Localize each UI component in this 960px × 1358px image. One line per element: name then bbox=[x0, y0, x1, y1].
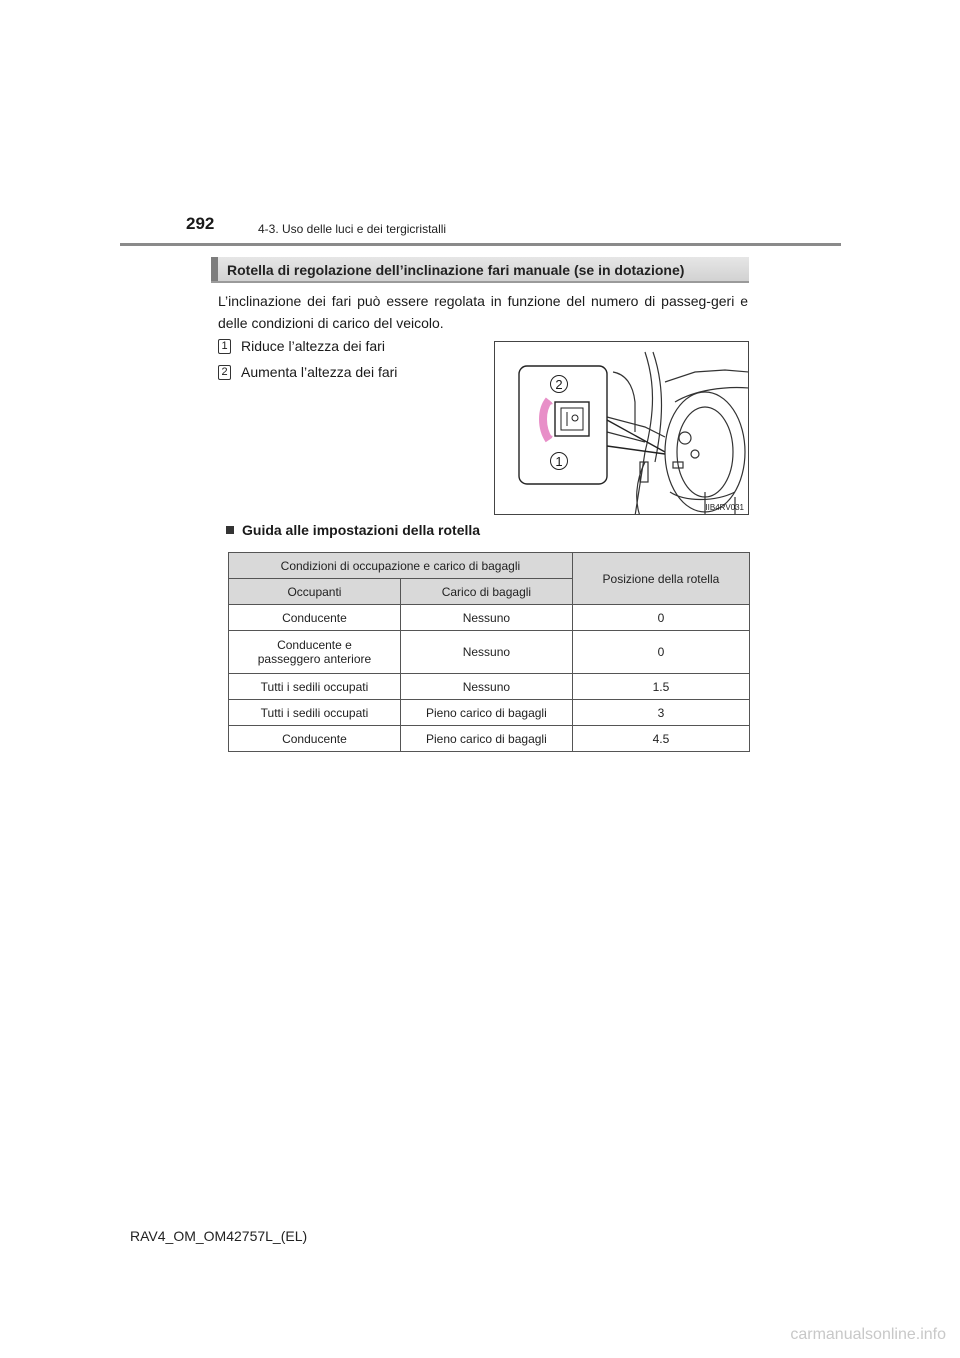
occupants-cell: Conducente bbox=[229, 726, 401, 752]
table-row bbox=[229, 674, 750, 700]
number-badge: 2 bbox=[218, 365, 231, 380]
intro-paragraph: L’inclinazione dei fari può essere regolata in funzione del numero di passeg-geri e delle condizioni di carico del veicolo. bbox=[218, 293, 748, 331]
subheading-text: Guida alle impostazioni della rotella bbox=[242, 522, 481, 538]
occupants-cell: Tutti i sedili occupati bbox=[229, 700, 401, 726]
load-cell: Pieno carico di bagagli bbox=[400, 700, 572, 726]
table-row bbox=[229, 631, 750, 674]
watermark: carmanualsonline.info bbox=[790, 1326, 946, 1343]
headlight-dial-figure bbox=[494, 341, 749, 515]
settings-table bbox=[228, 552, 750, 752]
table-row bbox=[229, 700, 750, 726]
load-header: Carico di bagagli bbox=[400, 579, 572, 605]
list-item bbox=[218, 337, 385, 355]
position-cell: 4.5 bbox=[572, 726, 749, 752]
square-bullet-icon bbox=[226, 526, 234, 534]
list-item bbox=[218, 363, 397, 381]
table-row bbox=[229, 605, 750, 631]
page-number: 292 bbox=[186, 214, 215, 233]
group-header: Condizioni di occupazione e carico di bagagli bbox=[229, 553, 573, 579]
dashboard-lines bbox=[607, 352, 749, 515]
callout-number-2: 2 bbox=[550, 375, 568, 393]
footer-code: RAV4_OM_OM42757L_(EL) bbox=[130, 1228, 308, 1244]
list-item-label: Riduce l’altezza dei fari bbox=[241, 338, 385, 354]
occupants-cell: Conducente e passeggero anteriore bbox=[229, 631, 401, 674]
position-cell: 1.5 bbox=[572, 674, 749, 700]
table-header-row bbox=[229, 553, 750, 579]
list-item-label: Aumenta l’altezza dei fari bbox=[241, 364, 398, 380]
callout-number-1: 1 bbox=[550, 452, 568, 470]
position-cell: 0 bbox=[572, 631, 749, 674]
section-title-bar bbox=[211, 257, 218, 281]
number-badge: 1 bbox=[218, 339, 231, 354]
occupants-header: Occupanti bbox=[229, 579, 401, 605]
section-title-text: Rotella di regolazione dell’inclinazione fari manuale (se in dotazione) bbox=[227, 262, 685, 278]
subheading bbox=[226, 522, 480, 538]
position-cell: 3 bbox=[572, 700, 749, 726]
load-cell: Nessuno bbox=[400, 631, 572, 674]
section-title bbox=[211, 257, 749, 283]
position-cell: 0 bbox=[572, 605, 749, 631]
header-title: 4-3. Uso delle luci e dei tergicristalli bbox=[258, 222, 447, 236]
load-cell: Pieno carico di bagagli bbox=[400, 726, 572, 752]
position-header: Posizione della rotella bbox=[572, 553, 749, 605]
load-cell: Nessuno bbox=[400, 674, 572, 700]
figure-code: IIB4RV031 bbox=[705, 503, 744, 512]
occupants-cell: Conducente bbox=[229, 605, 401, 631]
table-row bbox=[229, 726, 750, 752]
dashboard-illustration bbox=[495, 342, 749, 515]
dial-switch bbox=[543, 400, 589, 440]
occupants-cell: Tutti i sedili occupati bbox=[229, 674, 401, 700]
header-rule bbox=[120, 243, 841, 246]
load-cell: Nessuno bbox=[400, 605, 572, 631]
